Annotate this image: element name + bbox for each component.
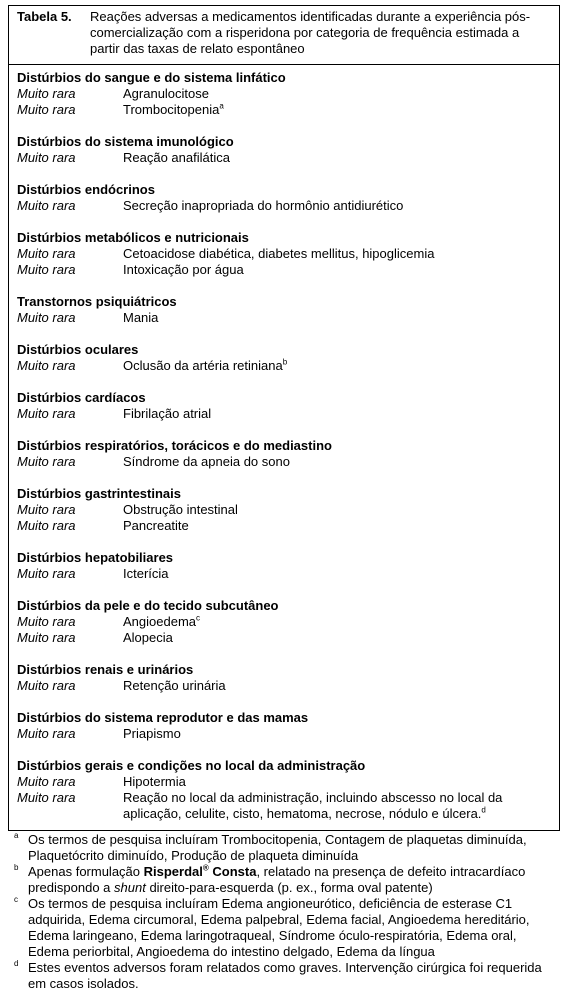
soc-group — [17, 230, 559, 278]
reaction-term — [123, 726, 559, 742]
table-caption — [9, 6, 559, 65]
brand-name-part: Risperdal — [143, 864, 203, 879]
soc-group — [17, 134, 559, 166]
reaction-row — [17, 150, 559, 166]
footnote-ref: a — [219, 101, 224, 111]
reaction-term — [123, 502, 559, 518]
reaction-term-text: Retenção urinária — [123, 678, 226, 693]
reaction-term-text: Obstrução intestinal — [123, 502, 238, 517]
reaction-term-text: Agranulocitose — [123, 86, 209, 101]
reaction-row — [17, 102, 559, 118]
footnote-mark: b — [14, 863, 19, 872]
reaction-row — [17, 198, 559, 214]
reaction-row — [17, 790, 559, 822]
reaction-term-text: Hipotermia — [123, 774, 186, 789]
reaction-row — [17, 774, 559, 790]
reaction-term — [123, 518, 559, 534]
reaction-row — [17, 614, 559, 630]
frequency-label: Muito rara — [17, 518, 76, 533]
frequency-label: Muito rara — [17, 86, 76, 101]
frequency-label: Muito rara — [17, 614, 76, 629]
soc-group — [17, 294, 559, 326]
frequency-label: Muito rara — [17, 406, 76, 421]
footnote-text: Os termos de pesquisa incluíram Edema angioneurótico, deficiência de esterase C1 adquirida, Edema circumoral, Edema palpebral, Edema facial, Angioedema hereditário, Edema laringeano, Edema laringotraqueal, Síndrome óculo-respiratória, Edema oral, Edema periorbital, Angioedema do intestino delgado, Edema da língua — [28, 896, 530, 959]
reaction-term-text: Oclusão da artéria retiniana — [123, 358, 283, 373]
reaction-term — [123, 614, 559, 630]
brand-name-part: Consta — [208, 864, 257, 879]
soc-title: Distúrbios do sangue e do sistema linfático — [17, 70, 286, 85]
reaction-term-text: Reação no local da administração, incluindo abscesso no local da aplicação, celulite, cisto, hematoma, necrose, nódulo e úlcera. — [123, 790, 503, 821]
registered-mark: ® — [202, 863, 209, 873]
footnote-a — [14, 832, 544, 864]
adverse-reactions-table — [8, 5, 560, 831]
reaction-term — [123, 262, 559, 278]
frequency-label: Muito rara — [17, 790, 76, 805]
frequency-label: Muito rara — [17, 262, 76, 277]
reaction-term — [123, 454, 559, 470]
table-body — [9, 65, 559, 822]
reaction-term — [123, 102, 559, 118]
frequency-label: Muito rara — [17, 774, 76, 789]
table-label: Tabela 5. — [17, 9, 72, 24]
soc-title: Distúrbios endócrinos — [17, 182, 155, 197]
footnote-ref: b — [282, 357, 288, 367]
reaction-term — [123, 310, 559, 326]
soc-group — [17, 710, 559, 742]
reaction-term — [123, 566, 559, 582]
soc-title: Distúrbios da pele e do tecido subcutâneo — [17, 598, 279, 613]
footnote-ref: d — [481, 805, 486, 815]
reaction-term — [123, 358, 559, 374]
soc-title: Distúrbios oculares — [17, 342, 139, 357]
reaction-term-text: Cetoacidose diabética, diabetes mellitus, hipoglicemia — [123, 246, 435, 261]
footnote-text-part: Apenas formulação — [28, 864, 144, 879]
frequency-label: Muito rara — [17, 246, 76, 261]
reaction-term-text: Intoxicação por água — [123, 262, 244, 277]
reaction-term-text: Angioedema — [123, 614, 196, 629]
footnote-mark: d — [14, 959, 19, 968]
reaction-row — [17, 358, 559, 374]
soc-title: Distúrbios metabólicos e nutricionais — [17, 230, 249, 245]
reaction-term — [123, 246, 559, 262]
soc-group — [17, 486, 559, 534]
reaction-row — [17, 726, 559, 742]
soc-group — [17, 342, 559, 374]
footnote-mark: a — [14, 831, 19, 840]
soc-title: Distúrbios do sistema imunológico — [17, 134, 234, 149]
reaction-term-text: Reação anafilática — [123, 150, 230, 165]
reaction-row — [17, 630, 559, 646]
frequency-label: Muito rara — [17, 102, 76, 117]
soc-group — [17, 598, 559, 646]
reaction-row — [17, 262, 559, 278]
reaction-term — [123, 630, 559, 646]
reaction-term — [123, 790, 559, 822]
reaction-row — [17, 678, 559, 694]
reaction-row — [17, 502, 559, 518]
reaction-term-text: Icterícia — [123, 566, 169, 581]
reaction-term — [123, 86, 559, 102]
soc-title: Distúrbios gerais e condições no local da administração — [17, 758, 366, 773]
footnote-text-part: , relatado na presença de defeito intracardíaco predispondo a — [28, 864, 526, 895]
reaction-row — [17, 310, 559, 326]
frequency-label: Muito rara — [17, 310, 76, 325]
frequency-label: Muito rara — [17, 150, 76, 165]
footnote-text: Estes eventos adversos foram relatados como graves. Intervenção cirúrgica foi requerida em casos isolados. — [28, 960, 542, 991]
frequency-label: Muito rara — [17, 566, 76, 581]
frequency-label: Muito rara — [17, 198, 76, 213]
reaction-row — [17, 406, 559, 422]
reaction-term-text: Fibrilação atrial — [123, 406, 212, 421]
reaction-row — [17, 246, 559, 262]
soc-title: Distúrbios gastrintestinais — [17, 486, 181, 501]
frequency-label: Muito rara — [17, 358, 76, 373]
frequency-label: Muito rara — [17, 630, 76, 645]
reaction-row — [17, 454, 559, 470]
footnote-mark: c — [14, 895, 18, 904]
frequency-label: Muito rara — [17, 454, 76, 469]
reaction-term-text: Mania — [123, 310, 159, 325]
frequency-label: Muito rara — [17, 502, 76, 517]
soc-title: Distúrbios hepatobiliares — [17, 550, 174, 565]
reaction-term — [123, 406, 559, 422]
footnote-text-part: direito-para-esquerda (p. ex., forma oval patente) — [145, 880, 433, 895]
reaction-term-text: Priapismo — [123, 726, 181, 741]
footnote-text: Os termos de pesquisa incluíram Trombocitopenia, Contagem de plaquetas diminuída, Plaquetócrito diminuído, Produção de plaqueta diminuída — [28, 832, 527, 863]
brand-name — [144, 864, 257, 879]
footnote-b — [14, 864, 544, 896]
reaction-term-text: Alopecia — [123, 630, 173, 645]
soc-group — [17, 662, 559, 694]
reaction-term — [123, 774, 559, 790]
reaction-row — [17, 566, 559, 582]
soc-group — [17, 70, 559, 118]
soc-title: Distúrbios do sistema reprodutor e das mamas — [17, 710, 309, 725]
reaction-term-text: Secreção inapropriada do hormônio antidiurético — [123, 198, 404, 213]
soc-group — [17, 438, 559, 470]
soc-title: Distúrbios cardíacos — [17, 390, 146, 405]
reaction-term-text: Síndrome da apneia do sono — [123, 454, 290, 469]
reaction-term — [123, 678, 559, 694]
soc-title: Transtornos psiquiátricos — [17, 294, 177, 309]
soc-group — [17, 182, 559, 214]
soc-group — [17, 758, 559, 822]
reaction-row — [17, 518, 559, 534]
frequency-label: Muito rara — [17, 678, 76, 693]
reaction-term-text: Pancreatite — [123, 518, 189, 533]
footnote-text — [28, 864, 544, 896]
soc-title: Distúrbios renais e urinários — [17, 662, 194, 677]
footnote-c — [14, 896, 544, 960]
italic-term: shunt — [114, 880, 146, 895]
footnote-ref: c — [196, 613, 200, 623]
soc-group — [17, 390, 559, 422]
reaction-term — [123, 198, 559, 214]
frequency-label: Muito rara — [17, 726, 76, 741]
footnote-d — [14, 960, 544, 992]
reaction-term-text: Trombocitopenia — [123, 102, 220, 117]
footnotes — [14, 832, 544, 992]
reaction-term — [123, 150, 559, 166]
reaction-row — [17, 86, 559, 102]
table-caption-text: Reações adversas a medicamentos identificadas durante a experiência pós-comercialização com a risperidona por categoria de frequência estimada a partir das taxas de relato espontâneo — [90, 9, 531, 56]
soc-group — [17, 550, 559, 582]
soc-title: Distúrbios respiratórios, torácicos e do mediastino — [17, 438, 332, 453]
